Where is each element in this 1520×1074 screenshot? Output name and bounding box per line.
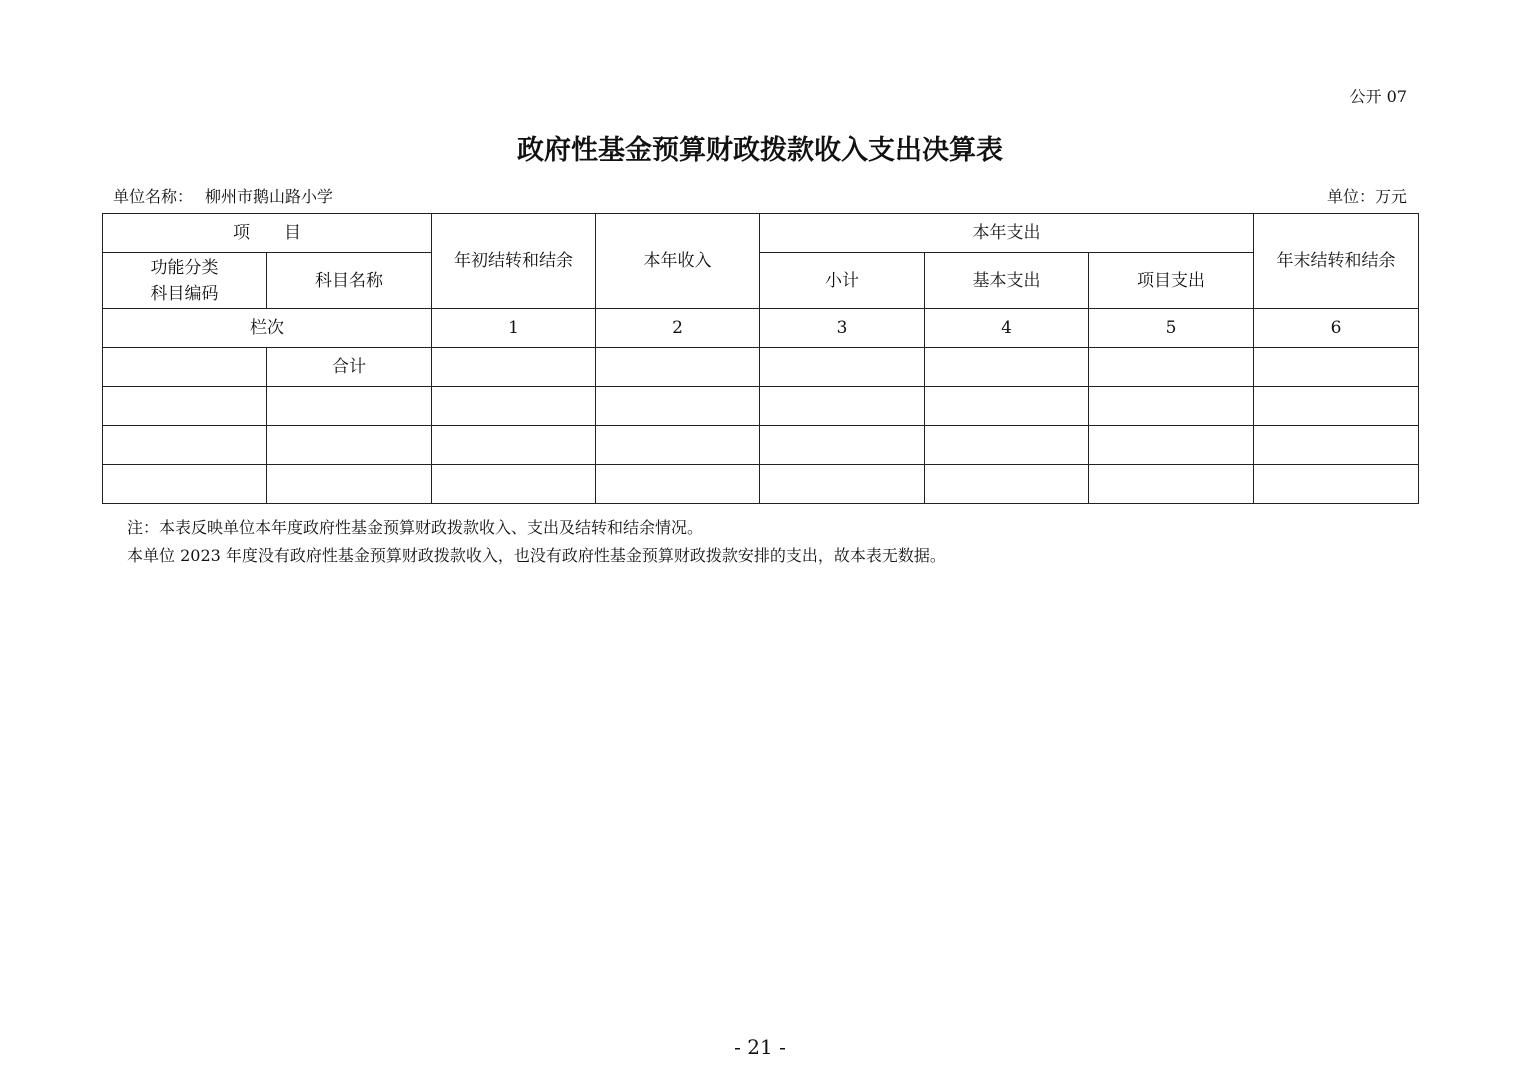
table-cell	[925, 465, 1089, 504]
page-number: - 21 -	[734, 1035, 786, 1059]
note-line: 注：本表反映单位本年度政府性基金预算财政拨款收入、支出及结转和结余情况。	[127, 518, 704, 537]
column-index-row	[103, 309, 1419, 348]
table-cell	[267, 387, 432, 426]
document-code: 公开 07	[1349, 87, 1407, 106]
table-cell	[267, 426, 432, 465]
table-cell	[267, 465, 432, 504]
header-func-code-line2: 科目编码	[150, 283, 219, 304]
header-end-balance: 年末结转和结余	[1254, 214, 1419, 309]
header-begin-balance: 年初结转和结余	[432, 214, 596, 309]
table-cell	[760, 348, 925, 387]
total-row	[103, 348, 1419, 387]
table-cell	[103, 387, 267, 426]
table-cell	[760, 465, 925, 504]
header-project-expense: 项目支出	[1089, 253, 1254, 309]
header-func-code-line1: 功能分类	[150, 257, 219, 278]
table-cell	[1089, 387, 1254, 426]
currency-unit-label: 单位：万元	[1326, 187, 1407, 206]
header-subject-name: 科目名称	[267, 253, 432, 309]
header-income: 本年收入	[596, 214, 760, 309]
table-cell	[925, 426, 1089, 465]
column-number: 6	[1254, 309, 1419, 348]
table-cell	[1089, 426, 1254, 465]
table-cell	[432, 426, 596, 465]
table-cell	[1254, 387, 1419, 426]
column-number: 4	[925, 309, 1089, 348]
table-cell	[760, 426, 925, 465]
table-cell	[1089, 348, 1254, 387]
column-number: 3	[760, 309, 925, 348]
header-subtotal: 小计	[760, 253, 925, 309]
table-cell	[103, 426, 267, 465]
table-row	[103, 426, 1419, 465]
header-row-1	[103, 214, 1419, 253]
table-cell	[596, 426, 760, 465]
note-line: 本单位 2023 年度没有政府性基金预算财政拨款收入，也没有政府性基金预算财政拨款安排的支出，故本表无数据。	[127, 546, 946, 565]
table-cell	[760, 387, 925, 426]
table-cell	[103, 348, 267, 387]
table-row	[103, 465, 1419, 504]
header-func-code	[103, 253, 267, 309]
table-row	[103, 387, 1419, 426]
table-cell	[596, 348, 760, 387]
table-cell	[1089, 465, 1254, 504]
table-cell	[596, 465, 760, 504]
header-expense: 本年支出	[760, 214, 1254, 253]
table-cell	[432, 348, 596, 387]
unit-name-group	[113, 184, 333, 207]
column-index-label: 栏次	[103, 309, 432, 348]
table-cell	[103, 465, 267, 504]
table-cell	[432, 465, 596, 504]
unit-info-row	[113, 184, 1407, 206]
header-row-2	[103, 253, 1419, 309]
unit-name-value: 柳州市鹅山路小学	[205, 187, 334, 206]
header-basic-expense: 基本支出	[925, 253, 1089, 309]
table-notes	[127, 514, 946, 570]
column-number: 2	[596, 309, 760, 348]
table-cell	[432, 387, 596, 426]
table-cell	[925, 348, 1089, 387]
table-cell	[1254, 465, 1419, 504]
table-cell	[596, 387, 760, 426]
column-number: 1	[432, 309, 596, 348]
unit-name-label: 单位名称：	[113, 187, 194, 206]
budget-table	[102, 213, 1419, 504]
page-title: 政府性基金预算财政拨款收入支出决算表	[517, 135, 1003, 166]
table-cell	[1254, 426, 1419, 465]
header-item: 项 目	[103, 214, 432, 253]
table-cell	[925, 387, 1089, 426]
table-cell	[1254, 348, 1419, 387]
column-number: 5	[1089, 309, 1254, 348]
total-label: 合计	[267, 348, 432, 387]
